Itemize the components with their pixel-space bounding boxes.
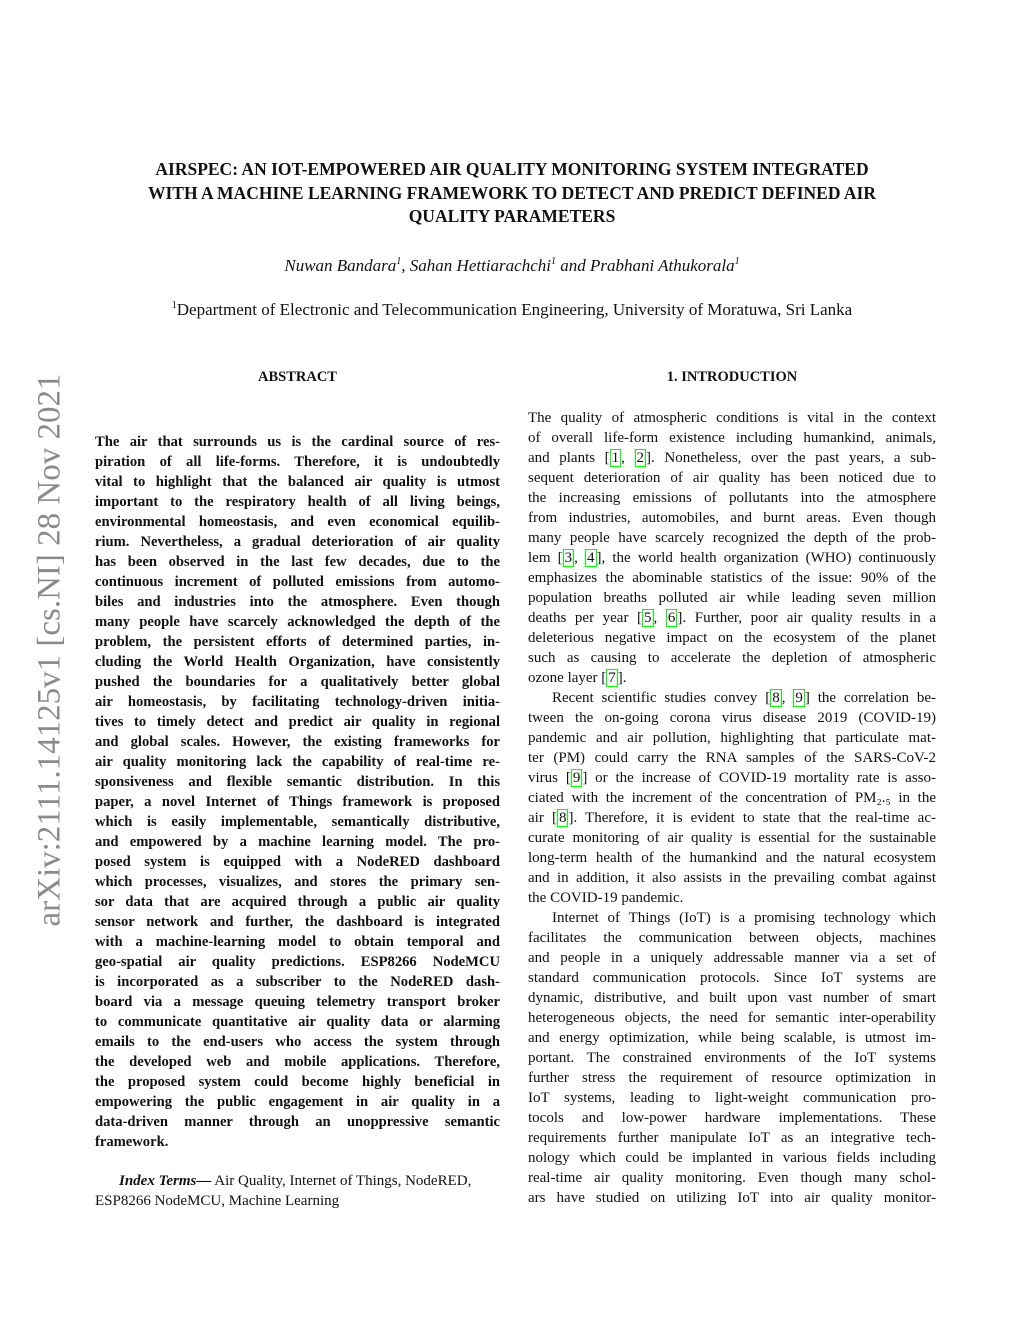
text-line: many people have scarcely recognized the depth of the prob- [528, 530, 936, 546]
text-line: virus [ 9 ] or the increase of COVID-19 mortality rate is asso- [528, 770, 936, 786]
citation-link[interactable]: 3 [564, 550, 573, 566]
citation-link[interactable]: 9 [795, 690, 803, 706]
text-line: IoT systems, leading to light-weight communication pro- [528, 1090, 936, 1106]
text-line: lem [ 3 , 4 ], the world health organization (WHO) continuously [528, 550, 937, 566]
text-line: to communicate quantitative air quality data or alarming [95, 1014, 500, 1030]
title-line: WITH A MACHINE LEARNING FRAMEWORK TO DETECT AND PREDICT DEFINED AIR [148, 182, 876, 203]
text-line: curate monitoring of air quality is essential for the sustainable [528, 830, 936, 846]
author-name: Sahan Hettiarachchi [409, 256, 551, 275]
text-line: emphasizes the abominable statistics of the issue: 90% of the [528, 570, 936, 586]
affiliation [0, 300, 1024, 320]
text-line: ozone layer [ 7 ]. [528, 670, 627, 686]
citation-link[interactable]: 9 [572, 770, 581, 786]
index-terms [95, 1171, 500, 1211]
text-line: posed system is equipped with a NodeRED dashboard [95, 854, 500, 870]
text-line: which is easily implementable, semantically distributive, [95, 814, 500, 830]
text-line: deleterious negative impact on the ecosystem of the planet [528, 630, 936, 646]
text-line: tween the on-going corona virus disease 2019 (COVID-19) [528, 710, 936, 726]
text-line: of overall life-form existence including humankind, animals, [528, 430, 936, 446]
text-line: The air that surrounds us is the cardinal source of res- [95, 434, 500, 450]
affiliation-mark: 1 [734, 256, 740, 267]
text-line: real-time air quality monitoring. Even though many schol- [528, 1170, 936, 1186]
text-line: population breaths polluted air while leading seven million [528, 590, 936, 606]
text-line: facilitates the communication between objects, machines [528, 930, 936, 946]
paragraph [528, 908, 936, 1208]
text-line: heterogeneous objects, the need for semantic inter-operability [528, 1010, 936, 1026]
text-line: empowering the public engagement in air quality in a [95, 1094, 500, 1110]
title-line: QUALITY PARAMETERS [408, 206, 616, 226]
text-line: cluding the World Health Organization, have consistently [95, 654, 500, 670]
text-line: ciated with the increment of the concentration of PM₂.₅ in the [528, 790, 936, 806]
text-line: and plants [ 1 , 2 ]. Nonetheless, over the past years, a sub- [528, 450, 936, 466]
paragraph [95, 432, 500, 1152]
authors [0, 256, 1024, 276]
text-line: requirements further manipulate IoT as an integrative tech- [528, 1130, 936, 1146]
text-line: the developed web and mobile applications. Therefore, [95, 1054, 500, 1070]
arxiv-identifier: arXiv:2111.14125v1 [cs.NI] 28 Nov 2021 [31, 373, 68, 927]
text-line: paper, a novel Internet of Things framework is proposed [95, 794, 500, 810]
text-line: with a machine-learning model to obtain temporal and [95, 934, 500, 950]
citation-link[interactable]: 2 [636, 450, 645, 466]
index-terms-text: Air Quality, Internet of Things, NodeRED, [211, 1173, 472, 1189]
introduction-heading: 1. INTRODUCTION [666, 369, 798, 385]
text-line: has been observed in the last few decades, due to the [95, 554, 500, 570]
author-name: Nuwan Bandara [284, 256, 397, 275]
text-line: emails to the end-users who access the system through [95, 1034, 500, 1050]
affiliation-text: Department of Electronic and Telecommunication Engineering, University of Moratuwa, Sri Lanka [176, 300, 853, 319]
paragraph [528, 688, 936, 908]
text-line: sponsiveness and flexible semantic distribution. In this [95, 774, 500, 790]
text-line: air [ 8 ]. Therefore, it is evident to state that the real-time ac- [528, 810, 936, 826]
affiliation-mark: 1 [550, 256, 556, 267]
index-terms-text: ESP8266 NodeMCU, Machine Learning [95, 1193, 340, 1209]
text-line: and in addition, it also assists in the prevailing combat against [528, 870, 936, 886]
text-line: ars have studied on utilizing IoT into air quality monitor- [528, 1190, 936, 1206]
text-line: such as causing to accelerate the depletion of atmospheric [528, 650, 936, 666]
text-line: important to the respiratory health of all living beings, [95, 494, 500, 510]
citation-link[interactable]: 7 [608, 670, 616, 686]
text-line: which processes, visualizes, and stores the primary sen- [95, 874, 500, 890]
text-line: portant. The constrained environments of the IoT systems [528, 1050, 936, 1066]
text-line: further stress the requirement of resource optimization in [528, 1070, 936, 1086]
citation-link[interactable]: 1 [611, 450, 620, 466]
text-line: from industries, automobiles, and burnt areas. Even though [528, 510, 936, 526]
text-line: air quality monitoring lack the capability of real-time re- [95, 754, 500, 770]
text-line: the proposed system could become highly beneficial in [95, 1074, 500, 1090]
affiliation-mark: 1 [171, 300, 177, 311]
author-separator: , [401, 256, 410, 275]
index-terms-label: Index Terms— [119, 1173, 212, 1189]
text-line: tives to timely detect and predict air quality in regional [95, 714, 500, 730]
text-line: long-term health of the humankind and the natural ecosystem [528, 850, 936, 866]
text-line: board via a message queuing telemetry transport broker [95, 994, 500, 1010]
text-line: the increasing emissions of pollutants into the atmosphere [528, 490, 936, 506]
text-line: pushed the boundaries for a qualitatively better global [95, 674, 500, 690]
title-line: AIRSPEC: AN IOT-EMPOWERED AIR QUALITY MONITORING SYSTEM INTEGRATED [155, 159, 869, 179]
text-line: vital to highlight that the balanced air quality is utmost [95, 474, 500, 490]
text-line: rium. Nevertheless, a gradual deterioration of air quality [95, 534, 500, 550]
text-line: Recent scientific studies convey [ 8 , 9 ] the correlation be- [552, 690, 936, 706]
text-line: and people in a uniquely addressable manner via a set of [528, 950, 936, 966]
text-line: and empowered by a machine learning model. The pro- [95, 834, 500, 850]
citation-link[interactable]: 8 [772, 690, 780, 706]
citation-link[interactable]: 4 [587, 550, 595, 566]
introduction-body [528, 408, 936, 1208]
text-line: Internet of Things (IoT) is a promising technology which [552, 910, 936, 926]
citation-link[interactable]: 6 [667, 610, 676, 626]
text-line: piration of all life-forms. Therefore, it is undoubtedly [95, 454, 500, 470]
text-line: the COVID-19 pandemic. [528, 890, 684, 906]
text-line: framework. [95, 1134, 169, 1150]
text-line: data-driven manner through an unoppressive semantic [95, 1114, 500, 1130]
paper-title [60, 158, 964, 229]
text-line: environmental homeostasis, and even economical equilib- [95, 514, 500, 530]
affiliation-mark: 1 [396, 256, 402, 267]
text-line: nology which could be implanted in various fields including [528, 1150, 936, 1166]
abstract-body [95, 432, 500, 1152]
text-line: and energy optimization, while being scalable, is utmost im- [528, 1030, 936, 1046]
author-name: Prabhani Athukorala [589, 256, 735, 275]
text-line: problem, the persistent efforts of determined parties, in- [95, 634, 500, 650]
text-line: air homeostasis, by facilitating technology-driven initia- [95, 694, 500, 710]
text-line: sensor network and further, the dashboard is integrated [95, 914, 500, 930]
abstract-heading: ABSTRACT [258, 369, 337, 385]
text-line: pandemic and air pollution, highlighting that particulate mat- [528, 730, 936, 746]
text-line: geo-spatial air quality predictions. ESP8266 NodeMCU [95, 954, 500, 970]
text-line: deaths per year [ 5 , 6 ]. Further, poor air quality results in a [528, 610, 937, 626]
paragraph [528, 408, 936, 688]
text-line: tocols and low-power hardware implementations. These [528, 1110, 936, 1126]
author-separator: and [555, 256, 590, 275]
citation-link[interactable]: 5 [644, 610, 652, 626]
citation-link[interactable]: 8 [558, 810, 567, 826]
text-line: standard communication protocols. Since IoT systems are [528, 970, 936, 986]
text-line: ter (PM) could carry the RNA samples of the SARS-CoV-2 [528, 750, 936, 766]
text-line: The quality of atmospheric conditions is vital in the context [528, 410, 936, 426]
text-line: sor data that are acquired through a public air quality [95, 894, 500, 910]
text-line: continuous increment of polluted emissions from automo- [95, 574, 500, 590]
text-line: biles and industries into the atmosphere. Even though [95, 594, 500, 610]
text-line: is incorporated as a subscriber to the NodeRED dash- [95, 974, 500, 990]
text-line: and global scales. However, the existing frameworks for [95, 734, 500, 750]
text-line: many people have scarcely acknowledged the depth of the [95, 614, 500, 630]
text-line: sequent deterioration of air quality has been noticed due to [528, 470, 936, 486]
text-line: dynamic, distributive, and built upon vast number of smart [528, 990, 936, 1006]
